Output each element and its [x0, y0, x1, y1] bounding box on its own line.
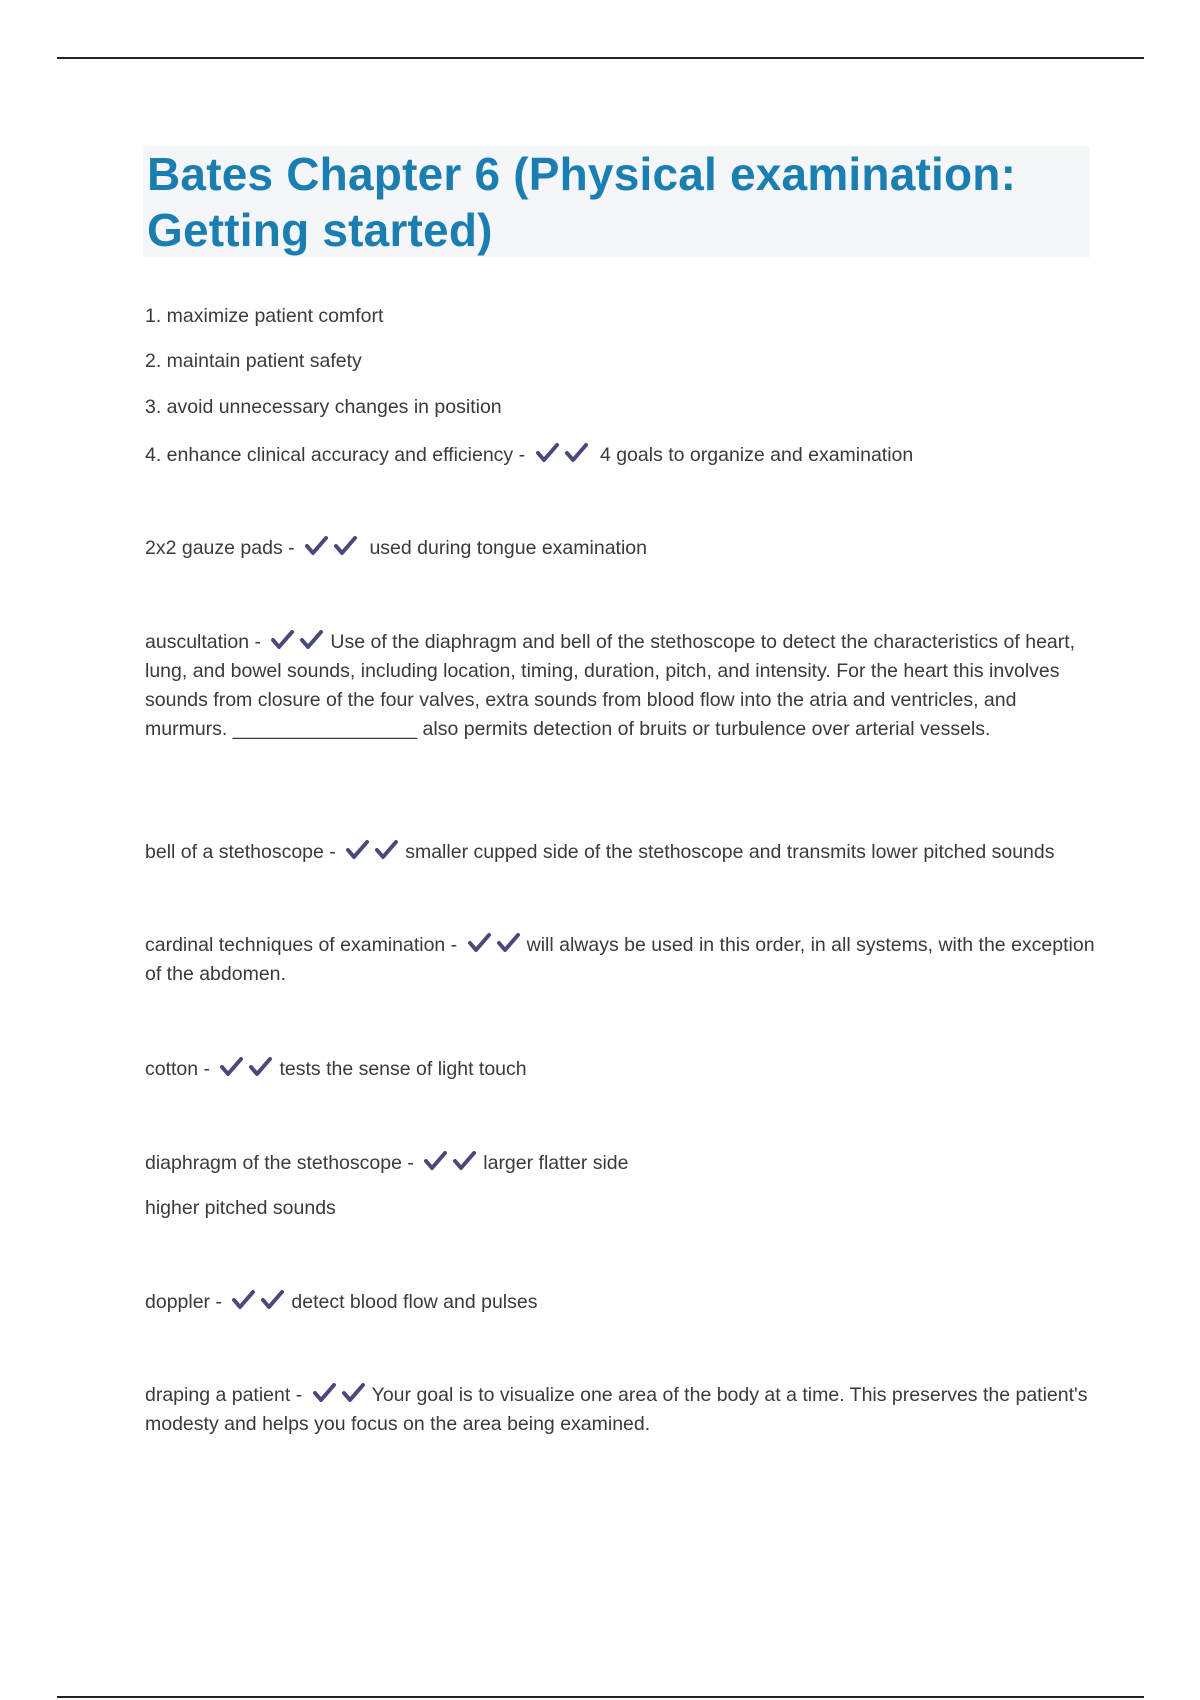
card-definition: tests the sense of light touch: [279, 1058, 527, 1080]
goal-answer: 4 goals to organize and examination: [599, 444, 914, 466]
bottom-rule: [57, 1696, 1144, 1698]
double-check-icon: [231, 1291, 289, 1313]
double-check-icon: [467, 934, 525, 956]
card-definition: used during tongue examination: [369, 537, 647, 559]
card-term: 2x2 gauze pads -: [145, 537, 295, 559]
flashcard-item: [145, 628, 1095, 744]
card-definition: detect blood flow and pulses: [291, 1291, 538, 1313]
goal-term: 4. enhance clinical accuracy and efficiency -: [145, 444, 526, 466]
page-title: Bates Chapter 6 (Physical examination: Getting started): [147, 148, 1017, 256]
goal-item: 2. maintain patient safety: [145, 350, 362, 372]
card-definition: larger flatter side: [483, 1152, 629, 1174]
double-check-icon: [304, 537, 362, 559]
flashcard-item: [145, 1381, 1095, 1439]
double-check-icon: [345, 841, 403, 863]
flashcard-item: [145, 1149, 1095, 1178]
card-definition: Use of the diaphragm and bell of the stethoscope to detect the characteristics of heart, lung, and bowel sounds, including location, timing, duration, pitch, and intensity. For the heart this involves sounds from closure of the four valves, extra sounds from blood flow into the atria and ventricles, and murmurs. _________________ also permits detection of bruits or turbulence over arterial vessels.: [145, 631, 1076, 740]
card-definition: will always be used in this order, in all systems, with the exception of the abdomen.: [145, 934, 1095, 985]
goal-item: 1. maximize patient comfort: [145, 305, 384, 327]
title-banner: [143, 146, 1090, 257]
double-check-icon: [270, 631, 328, 653]
card-term: cotton -: [145, 1058, 211, 1080]
goal-item: 3. avoid unnecessary changes in position: [145, 396, 502, 418]
card-definition: Your goal is to visualize one area of the body at a time. This preserves the patient's modesty and helps you focus on the area being examined.: [145, 1384, 1088, 1435]
card-term: draping a patient -: [145, 1384, 303, 1406]
flashcard-item: [145, 534, 1095, 563]
card-term: diaphragm of the stethoscope -: [145, 1152, 414, 1174]
double-check-icon: [423, 1152, 481, 1174]
double-check-icon: [219, 1058, 277, 1080]
card-term: doppler -: [145, 1291, 222, 1313]
card-definition-continued: higher pitched sounds: [145, 1197, 336, 1219]
card-term: bell of a stethoscope -: [145, 841, 336, 863]
flashcard-item: [145, 1288, 1095, 1317]
card-term: auscultation -: [145, 631, 261, 653]
flashcard-item: [145, 838, 1095, 867]
goal-item-with-answer: [145, 441, 1095, 470]
card-definition: smaller cupped side of the stethoscope and transmits lower pitched sounds: [405, 841, 1055, 863]
top-rule: [57, 57, 1144, 59]
double-check-icon: [312, 1384, 370, 1406]
flashcard-item: [145, 1055, 1095, 1084]
double-check-icon: [535, 444, 593, 466]
card-term: cardinal techniques of examination -: [145, 934, 458, 956]
flashcard-item: [145, 931, 1095, 989]
